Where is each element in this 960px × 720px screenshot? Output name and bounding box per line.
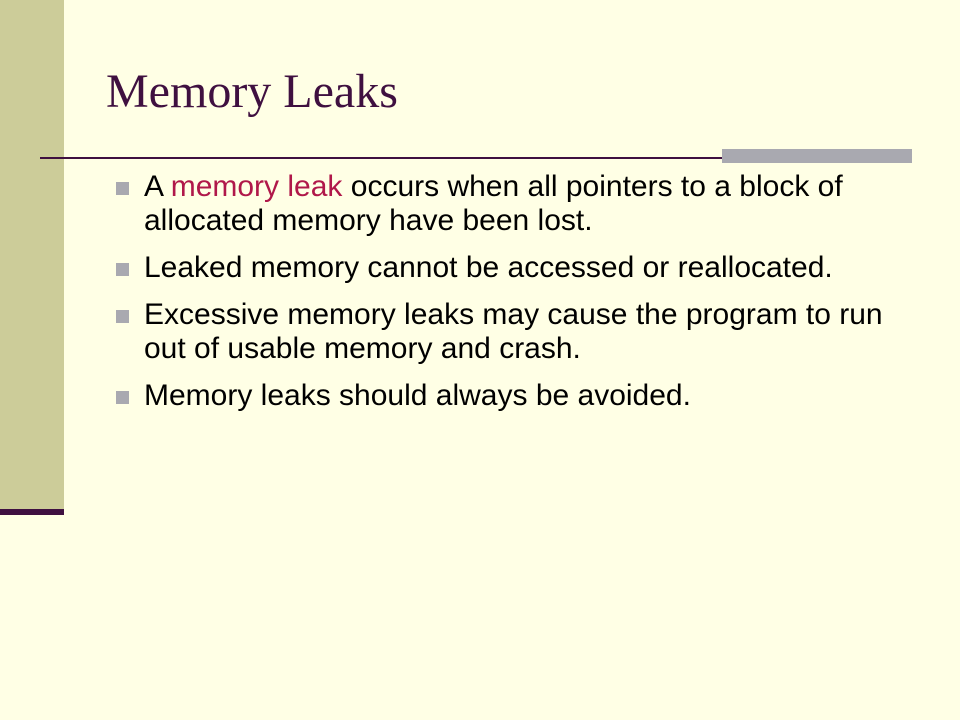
bullet-item — [116, 170, 896, 238]
slide-title: Memory Leaks — [106, 65, 398, 118]
bullet-text-segment: A — [144, 170, 171, 203]
bullet-text — [144, 170, 843, 237]
bullet-text: Excessive memory leaks may cause the program to run out of usable memory and crash. — [144, 298, 883, 365]
square-bullet-icon — [116, 391, 129, 404]
sidebar-accent-line — [0, 509, 64, 515]
bullet-text-segment: occurs when all pointers to a block of allocated memory have been lost. — [144, 170, 843, 237]
bullet-text: Memory leaks should always be avoided. — [144, 379, 691, 412]
square-bullet-icon — [116, 263, 129, 276]
highlighted-term: memory leak — [170, 170, 343, 203]
square-bullet-icon — [116, 310, 129, 323]
bullet-item — [116, 379, 896, 413]
bullet-item — [116, 251, 896, 285]
bullet-text: Leaked memory cannot be accessed or reallocated. — [144, 251, 833, 284]
title-underline-accent — [722, 149, 912, 163]
sidebar-decoration — [0, 0, 64, 512]
square-bullet-icon — [116, 182, 129, 195]
bullet-item — [116, 298, 896, 366]
bullet-list — [116, 170, 896, 426]
